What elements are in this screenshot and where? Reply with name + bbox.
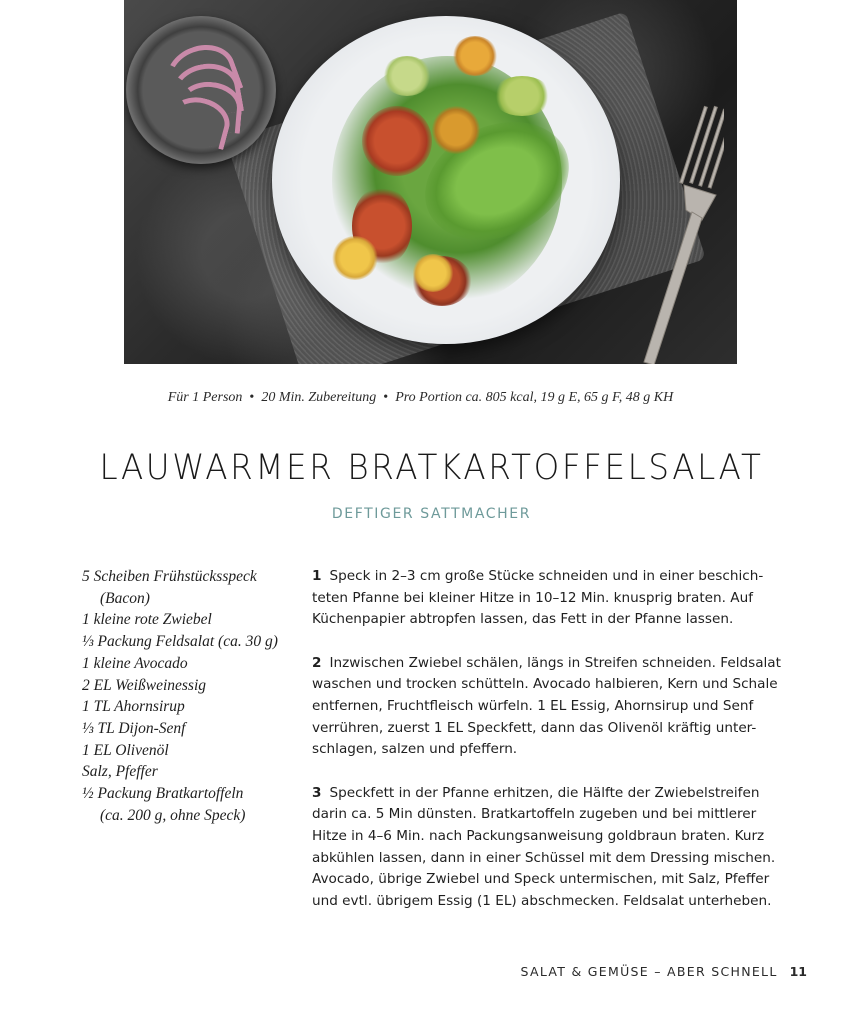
ingredient-item — [82, 718, 302, 740]
page-number: 11 — [789, 964, 807, 979]
separator-dot: • — [383, 390, 389, 405]
step-text: Speck in 2–3 cm große Stücke schneiden und in einer beschich- — [329, 568, 764, 584]
ingredient-text: ½ Packung Bratkartoffeln — [82, 785, 244, 803]
ingredient-text: 1 EL Olivenöl — [82, 741, 169, 759]
page-footer — [521, 964, 807, 979]
step-number: 2 — [312, 654, 322, 671]
recipe-subtitle: DEFTIGER SATTMACHER — [331, 506, 532, 522]
ingredient-text: 2 EL Weißweinessig — [82, 676, 207, 694]
ingredient-item — [82, 609, 302, 631]
ingredient-text: 1 kleine rote Zwiebel — [82, 611, 212, 629]
ingredient-item — [82, 761, 302, 783]
step-text: Küchenpapier abtropfen lassen, das Fett in der Pfanne lassen. — [312, 611, 734, 628]
ingredient-continuation: (Bacon) — [100, 589, 150, 607]
ingredient-item — [82, 631, 302, 653]
step-text: Avocado, übrige Zwiebel und Speck untermischen, mit Salz, Pfeffer — [312, 871, 770, 888]
separator-dot: • — [249, 390, 255, 405]
ingredient-continuation: (ca. 200 g, ohne Speck) — [100, 806, 246, 824]
ingredient-text: ⅓ Packung Feldsalat (ca. 30 g) — [82, 633, 278, 651]
onion-bowl — [126, 16, 276, 164]
step-text: schlagen, salzen und pfeffern. — [312, 741, 518, 758]
ingredient-item — [82, 740, 302, 762]
step-text: teten Pfanne bei kleiner Hitze in 10–12 Min. knusprig braten. Auf — [312, 589, 753, 606]
step-number: 3 — [312, 784, 322, 801]
step-text: Hitze in 4–6 Min. nach Packungsanweisung goldbraun braten. Kurz — [312, 827, 765, 844]
ingredient-text: ⅓ TL Dijon-Senf — [82, 719, 186, 737]
ingredient-text: Salz, Pfeffer — [82, 763, 158, 781]
fork — [624, 100, 724, 364]
step-3 — [312, 783, 792, 913]
step-text: darin ca. 5 Min dünsten. Bratkartoffeln zugeben und bei mittlerer — [312, 806, 757, 823]
nutrition: Pro Portion ca. 805 kcal, 19 g E, 65 g F, 48 g KH — [395, 390, 674, 405]
ingredient-item — [82, 675, 302, 697]
step-number: 1 — [312, 568, 322, 584]
step-1 — [312, 566, 792, 631]
ingredient-item — [82, 566, 302, 609]
recipe-title: LAUWARMER BRATKARTOFFELSALAT — [99, 448, 764, 488]
step-text: Inzwischen Zwiebel schälen, längs in Streifen schneiden. Feldsalat — [329, 654, 781, 671]
ingredient-item — [82, 696, 302, 718]
ingredient-item — [82, 653, 302, 675]
section-name: SALAT & GEMÜSE – ABER SCHNELL — [520, 964, 778, 979]
step-text: Speckfett in der Pfanne erhitzen, die Hälfte der Zwiebelstreifen — [329, 784, 760, 801]
ingredient-item — [82, 783, 302, 826]
ingredient-text: 1 kleine Avocado — [82, 654, 188, 672]
instruction-steps — [312, 566, 792, 934]
step-text: verrühren, zuerst 1 EL Speckfett, dann das Olivenöl kräftig unter- — [312, 719, 757, 736]
salad-plate — [272, 16, 620, 344]
ingredient-text: 5 Scheiben Frühstücksspeck — [82, 568, 257, 585]
servings: Für 1 Person — [167, 390, 243, 405]
step-2 — [312, 653, 792, 761]
ingredient-list — [82, 566, 302, 826]
prep-time: 20 Min. Zubereitung — [261, 390, 377, 405]
ingredient-text: 1 TL Ahornsirup — [82, 698, 185, 716]
step-text: waschen und trocken schütteln. Avocado halbieren, Kern und Schale — [312, 676, 778, 693]
recipe-photo — [124, 0, 737, 364]
recipe-meta — [0, 390, 841, 406]
step-text: und evtl. übrigem Essig (1 EL) abschmecken. Feldsalat unterheben. — [312, 892, 772, 909]
step-text: abkühlen lassen, dann in einer Schüssel mit dem Dressing mischen. — [312, 849, 776, 866]
step-text: entfernen, Fruchtfleisch würfeln. 1 EL Essig, Ahornsirup und Senf — [312, 697, 754, 714]
